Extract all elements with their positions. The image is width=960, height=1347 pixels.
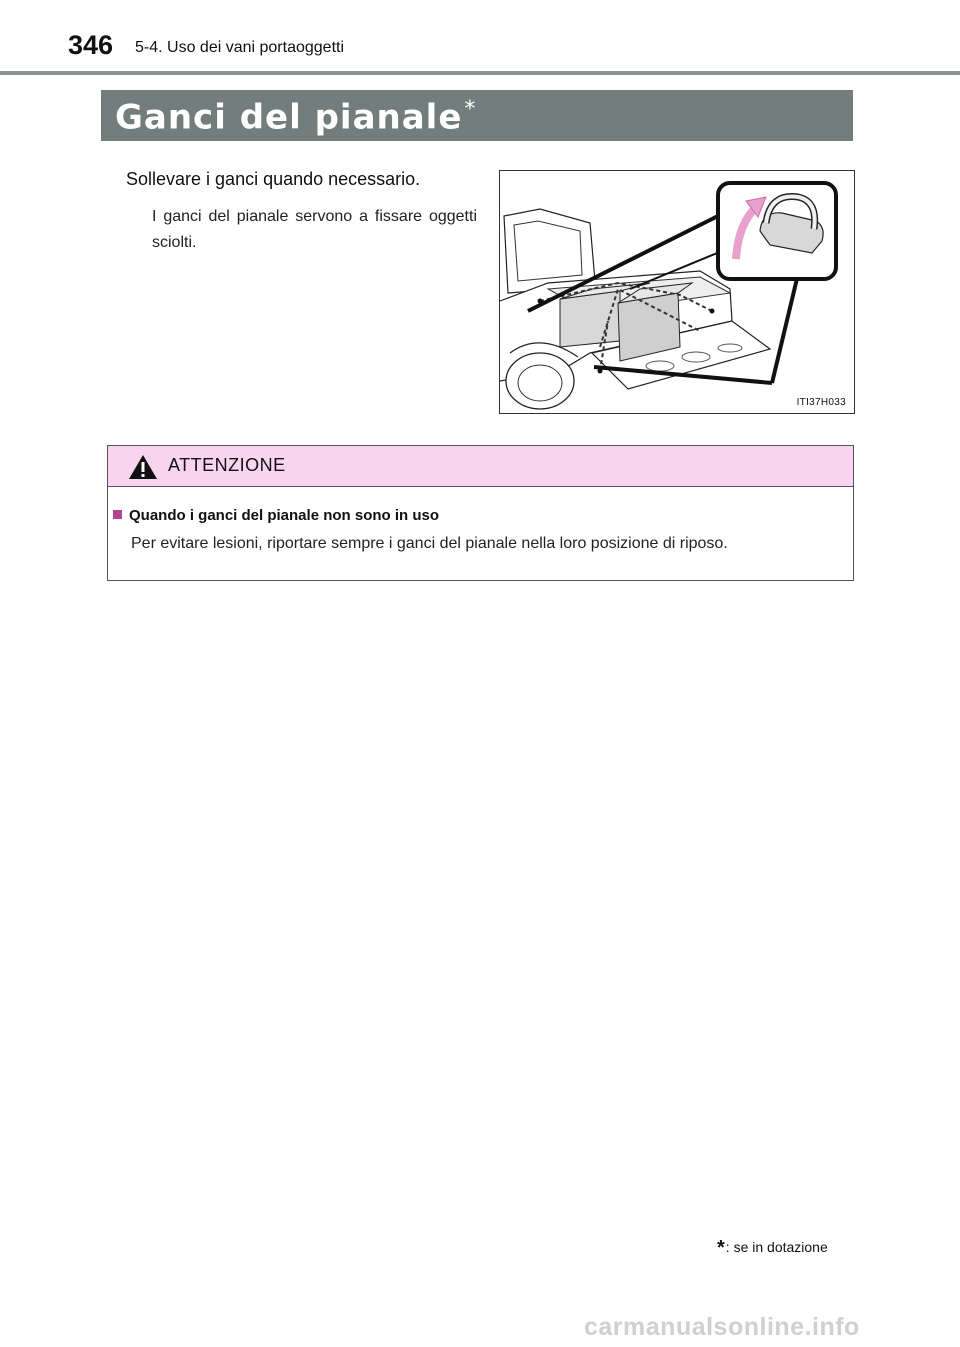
watermark: carmanualsonline.info <box>584 1313 860 1341</box>
chapter-breadcrumb: 5-4. Uso dei vani portaoggetti <box>135 39 345 56</box>
warning-triangle-icon <box>128 454 158 480</box>
warning-box <box>107 445 854 581</box>
warning-text: Per evitare lesioni, riportare sempre i ganci del pianale nella loro posizione di riposo. <box>131 535 728 552</box>
header-divider <box>0 71 960 75</box>
section-title-text: Ganci del pianale <box>115 97 463 138</box>
warning-header <box>108 446 853 487</box>
truck-bed-illustration <box>500 171 854 413</box>
warning-heading <box>113 507 439 524</box>
footnote-asterisk: * <box>717 1237 725 1259</box>
page-number: 346 <box>68 30 114 60</box>
warning-heading-text: Quando i ganci del pianale non sono in uso <box>129 507 440 524</box>
section-title <box>115 97 476 137</box>
lead-instruction: Sollevare i ganci quando necessario. <box>126 169 421 189</box>
description-text: I ganci del pianale servono a fissare oggetti sciolti. <box>152 208 477 251</box>
illustration-deck-hooks <box>499 170 855 414</box>
figure-code: ITI37H033 <box>796 397 846 408</box>
section-title-band <box>101 90 853 141</box>
warning-label: ATTENZIONE <box>168 455 286 475</box>
footnote-text: : se in dotazione <box>725 1239 828 1255</box>
bullet-square-icon <box>113 510 122 519</box>
optional-asterisk: * <box>464 97 477 122</box>
footnote <box>717 1237 828 1260</box>
